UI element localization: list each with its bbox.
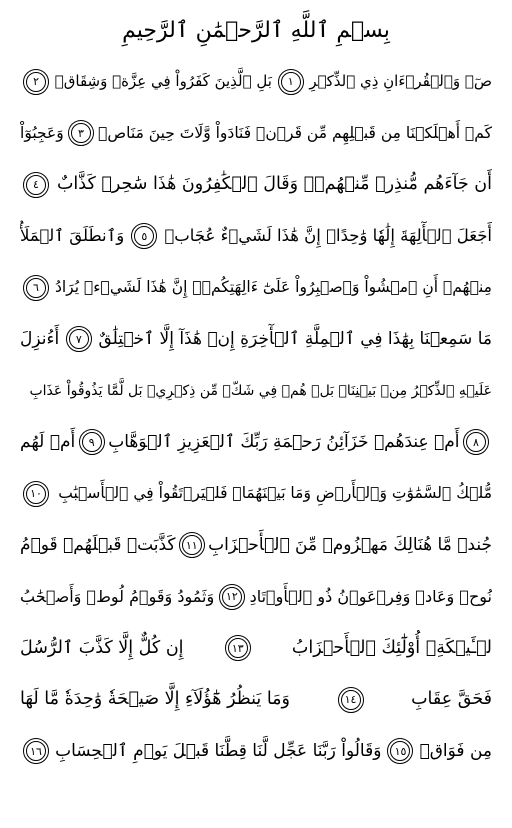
verse-line: [20, 108, 492, 160]
verse-text: أَمۡ لَهُم: [20, 431, 76, 452]
verse-line: [20, 417, 492, 469]
verse-text: عَلَيۡهِ ٱلذِّكۡرُ مِنۢ بَيۡنِنَاۚ بَلۡ هُمۡ فِي شَكّٖ مِّن ذِكۡرِيۚ بَل لَّمَّا يَذُوقُواْ عَذَابِ: [29, 382, 492, 399]
verse-text: كَمۡ أَهۡلَكۡنَا مِن قَبۡلِهِم مِّن قَرۡنٖ فَنَادَواْ وَّلَاتَ حِينَ مَنَاصٖ: [98, 123, 492, 142]
verse-text: أَن جَآءَهُم مُّنذِرٞ مِّنۡهُمۡۖ وَقَالَ ٱلۡكَٰفِرُونَ هَٰذَا سَٰحِرٞ كَذَّابٌ: [56, 174, 492, 194]
ayah-number-marker: ٣: [68, 120, 94, 146]
verse-text: مَا سَمِعۡنَا بِهَٰذَا فِي ٱلۡمِلَّةِ ٱلۡأٓخِرَةِ إِنۡ هَٰذَآ إِلَّا ٱخۡتِلَٰقٌ: [98, 328, 492, 349]
verse-text: إِن كُلٌّ إِلَّا كَذَّبَ ٱلرُّسُلَ: [20, 637, 184, 658]
verse-lines: [20, 56, 492, 777]
verse-line: [20, 159, 492, 211]
ayah-number-marker: ٦: [23, 275, 49, 301]
verse-text: جُندٞ مَّا هُنَالِكَ مَهۡزُومٞ مِّنَ ٱلۡأَحۡزَابِ: [208, 534, 492, 555]
ayah-number-marker: ١٤: [338, 687, 364, 713]
verse-text: وَٱنطَلَقَ ٱلۡمَلَأُ: [20, 226, 125, 245]
ayah-number-marker: ١٣: [225, 635, 251, 661]
verse-line: [20, 571, 492, 623]
verse-text: أَءُنزِلَ: [20, 328, 60, 349]
ayah-number-marker: ١١: [179, 532, 205, 558]
ayah-number-marker: ٤: [23, 172, 49, 198]
verse-line: [20, 674, 492, 726]
verse-line: [20, 211, 492, 263]
verse-text: صٓۚ وَٱلۡقُرۡءَانِ ذِي ٱلذِّكۡرِ: [309, 72, 492, 91]
verse-text: نُوحٖ وَعَادٞ وَفِرۡعَوۡنُ ذُو ٱلۡأَوۡتَادِ: [249, 586, 492, 606]
verse-text: مِنۡهُمۡ أَنِ ٱمۡشُواْ وَٱصۡبِرُواْ عَلَىٰٓ ءَالِهَتِكُمۡۖ إِنَّ هَٰذَا لَشَيۡءٞ يُرَادُ: [54, 278, 492, 296]
basmala: بِسۡمِ ٱللَّهِ ٱلرَّحۡمَٰنِ ٱلرَّحِيمِ: [122, 17, 390, 43]
ayah-number-marker: ١٦: [23, 738, 49, 764]
ayah-number-marker: ٧: [66, 326, 92, 352]
ayah-number-marker: ٢: [23, 69, 49, 95]
verse-text: أَمۡ عِندَهُمۡ خَزَآئِنُ رَحۡمَةِ رَبِّكَ ٱلۡعَزِيزِ ٱلۡوَهَّابِ: [108, 431, 460, 452]
verse-line: [20, 365, 492, 417]
ayah-number-marker: ١٢: [219, 584, 245, 610]
verse-text: وَمَا يَنظُرُ هَٰٓؤُلَآءِ إِلَّا صَيۡحَةٗ وَٰحِدَةٗ مَّا لَهَا: [20, 689, 290, 709]
verse-text: وَقَالُواْ رَبَّنَا عَجِّل لَّنَا قِطَّنَا قَبۡلَ يَوۡمِ ٱلۡحِسَابِ: [55, 740, 382, 761]
ayah-number-marker: ٩: [79, 429, 105, 455]
verse-line: [20, 56, 492, 108]
verse-text: فَحَقَّ عِقَابِ: [411, 689, 492, 709]
verse-text: أَجَعَلَ ٱلۡأٓلِهَةَ إِلَٰهٗا وَٰحِدًاۖ إِنَّ هَٰذَا لَشَيۡءٌ عُجَابٞ: [164, 226, 492, 245]
ayah-number-marker: ١٠: [23, 481, 49, 507]
verse-text: لۡـَٔيۡكَةِۚ أُوْلَٰٓئِكَ ٱلۡأَحۡزَابُ: [291, 637, 492, 658]
verse-text: وَعَجِبُوٓاْ: [20, 123, 64, 142]
verse-line: [20, 262, 492, 314]
verse-line: [20, 623, 492, 675]
ayah-number-marker: ٨: [463, 429, 489, 455]
ayah-number-marker: ٥: [131, 223, 157, 249]
verse-line: [20, 314, 492, 366]
verse-line: [20, 468, 492, 520]
verse-text: بَلِ ٱلَّذِينَ كَفَرُواْ فِي عِزَّةٖ وَشِقَاقٖ: [54, 72, 272, 91]
ayah-number-marker: ١٥: [387, 738, 413, 764]
verse-text: وَثَمُودُ وَقَوۡمُ لُوطٖ وَأَصۡحَٰبُ: [20, 586, 215, 606]
verse-text: مِن فَوَاقٖ: [419, 740, 492, 761]
ayah-number-marker: ١: [278, 69, 304, 95]
verse-text: كَذَّبَتۡ قَبۡلَهُمۡ قَوۡمُ: [20, 534, 176, 555]
verse-line: [20, 520, 492, 572]
verse-text: مُّلۡكُ ٱلسَّمَٰوَٰتِ وَٱلۡأَرۡضِ وَمَا بَيۡنَهُمَاۖ فَلۡيَرۡتَقُواْ فِي ٱلۡأَسۡبَٰبِ: [58, 484, 492, 502]
verse-line: [20, 726, 492, 778]
